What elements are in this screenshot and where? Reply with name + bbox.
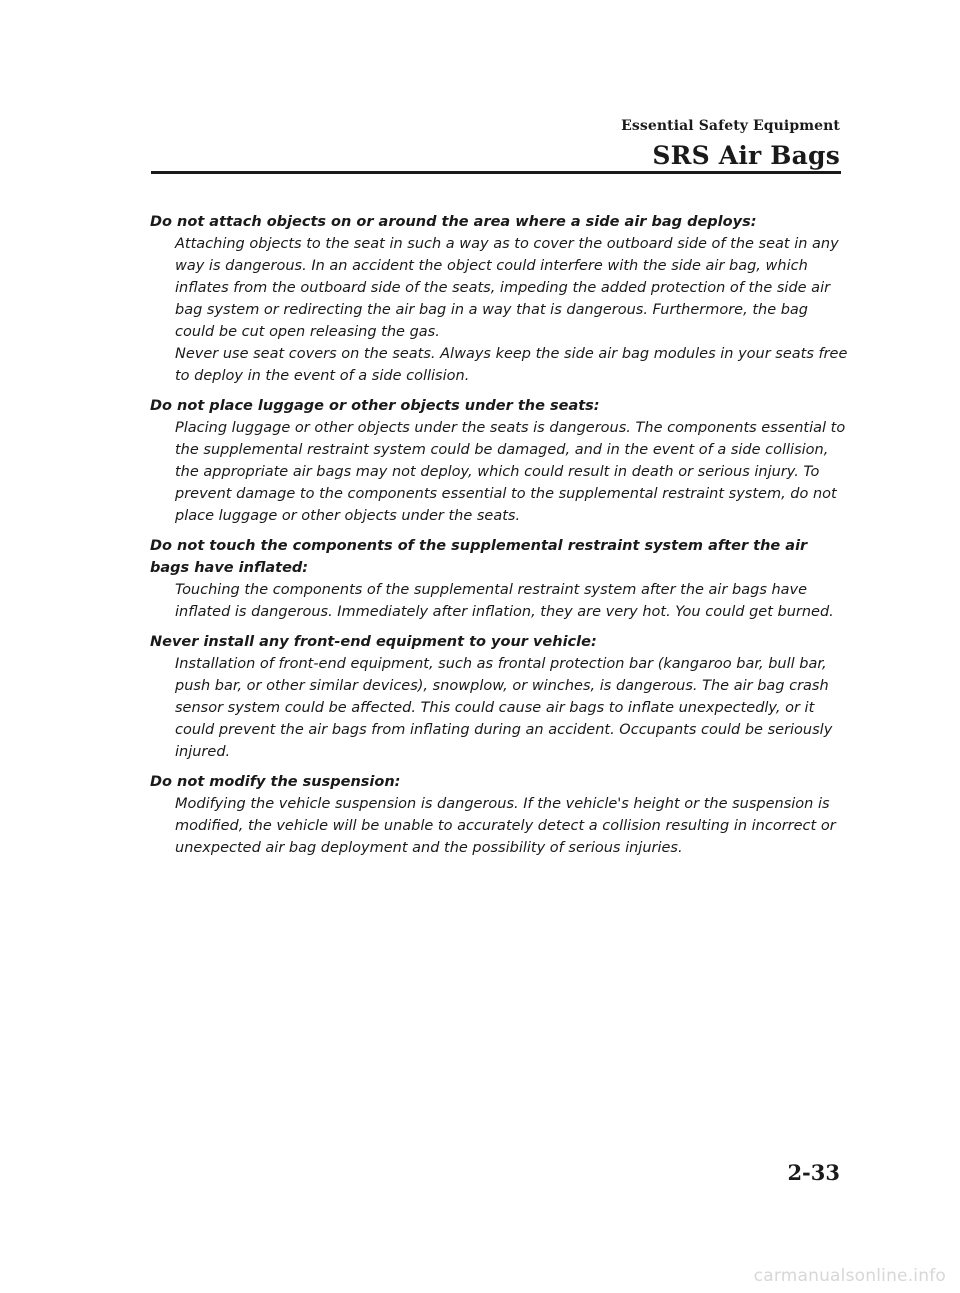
page-header xyxy=(621,118,840,170)
header-divider xyxy=(151,171,841,174)
warning-body: Touching the components of the supplemental restraint system after the air bags have inflated is dangerous. Immediately after inflation, they are very hot. You could get burned. xyxy=(175,582,834,620)
warning-item-front-end-equipment xyxy=(150,631,850,763)
warning-list xyxy=(150,211,850,867)
warning-heading: Do not place luggage or other objects under the seats: xyxy=(150,398,600,414)
warning-item-suspension xyxy=(150,771,850,859)
warning-body: Modifying the vehicle suspension is dangerous. If the vehicle's height or the suspension is modified, the vehicle will be unable to accurately detect a collision resulting in incorrect or unexpected air bag deployment and the possibility of serious injuries. xyxy=(175,796,836,856)
watermark: carmanualsonline.info xyxy=(753,1266,946,1286)
chapter-title: SRS Air Bags xyxy=(652,141,840,170)
warning-heading: Do not modify the suspension: xyxy=(150,774,401,790)
warning-heading: Never install any front-end equipment to your vehicle: xyxy=(150,634,597,650)
warning-body: Placing luggage or other objects under the seats is dangerous. The components essential to the supplemental restraint system could be damaged, and in the event of a side collision, the appropriate air bags may not deploy, which could result in death or serious injury. To prevent damage to the components essential to the supplemental restraint system, do not place luggage or other objects under the seats. xyxy=(175,420,846,524)
warning-body: Installation of front-end equipment, such as frontal protection bar (kangaroo bar, bull bar, push bar, or other similar devices), snowplow, or winches, is dangerous. The air bag crash sensor system could be affected. This could cause air bags to inflate unexpectedly, or it could prevent the air bags from inflating during an accident. Occupants could be seriously injured. xyxy=(175,656,833,760)
warning-item-components xyxy=(150,535,850,623)
warning-body: Attaching objects to the seat in such a way as to cover the outboard side of the seat in any way is dangerous. In an accident the object could interfere with the side air bag, which inflates from the outboard side of the seats, impeding the added protection of the side air bag system or redirecting the air bag in a way that is dangerous. Furthermore, the bag could be cut open releasing the gas. xyxy=(175,236,839,340)
warning-item-side-air-bag xyxy=(150,211,850,387)
warning-item-luggage xyxy=(150,395,850,527)
warning-heading: Do not touch the components of the supplemental restraint system after the air bags have inflated: xyxy=(150,538,808,576)
page-number: 2-33 xyxy=(787,1160,840,1185)
section-name: Essential Safety Equipment xyxy=(621,118,840,134)
warning-heading: Do not attach objects on or around the area where a side air bag deploys: xyxy=(150,214,757,230)
warning-body: Never use seat covers on the seats. Always keep the side air bag modules in your seats free to deploy in the event of a side collision. xyxy=(175,346,848,384)
